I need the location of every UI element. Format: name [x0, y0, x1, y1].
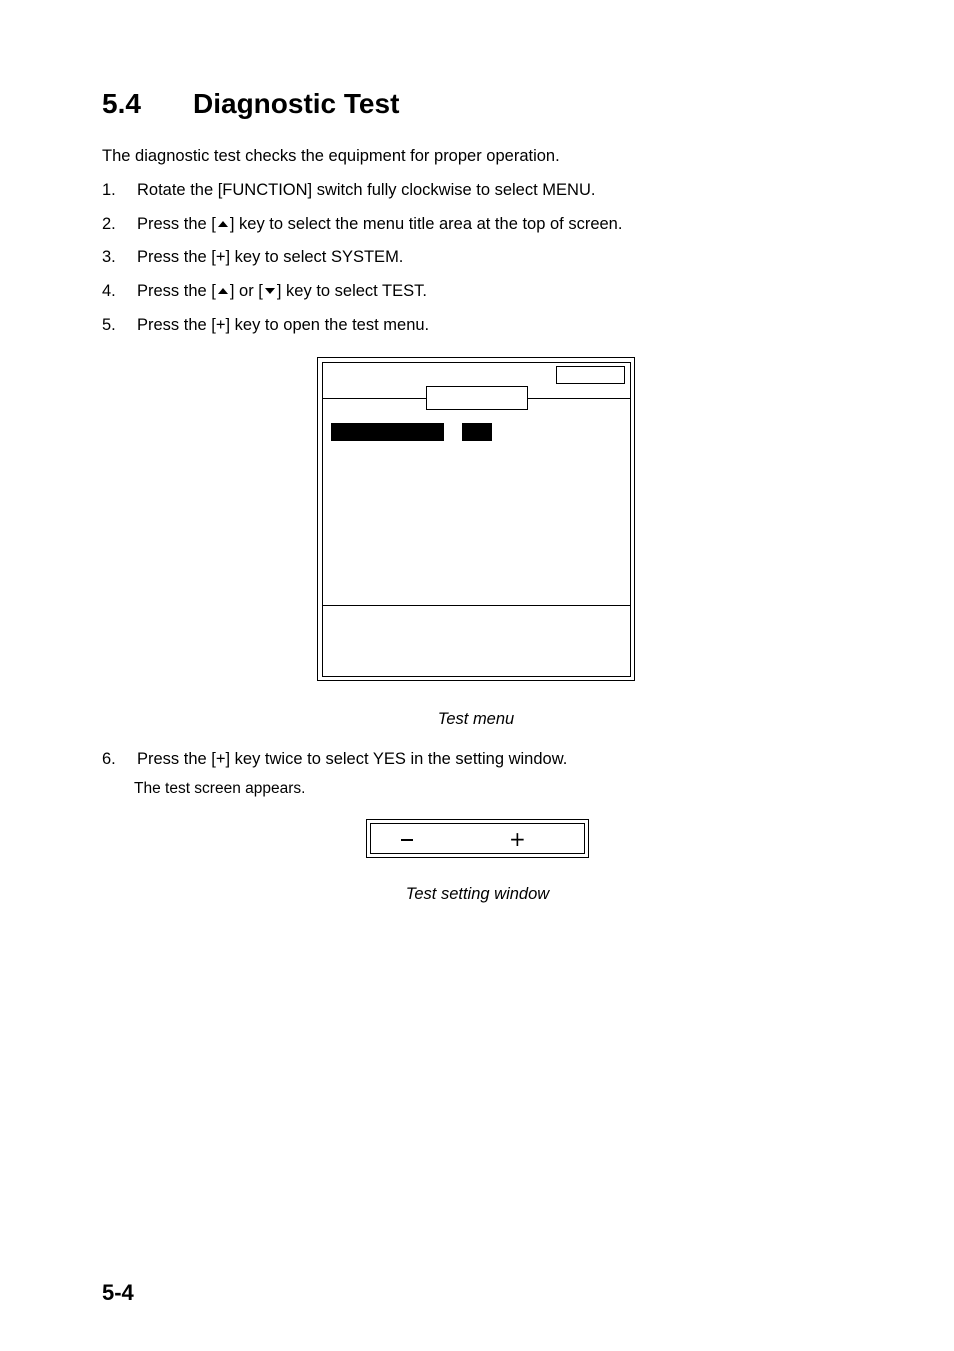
section-number: 5.4 [102, 88, 141, 119]
step-text: Rotate the [FUNCTION] switch fully clockwise to select MENU. [137, 181, 596, 199]
menu-selected-value-bar [462, 423, 492, 441]
down-arrow-icon [265, 288, 275, 294]
step-number: 1. [102, 181, 116, 199]
step-number: 4. [102, 282, 116, 300]
step-text-pre: Press the [ [137, 215, 216, 233]
step-text-post: ] key to select the menu title area at the top of screen. [229, 215, 623, 233]
page-number: 5-4 [102, 1280, 134, 1305]
step-1 [102, 181, 595, 200]
section-title: Diagnostic Test [193, 88, 400, 119]
step-number: 3. [102, 248, 116, 266]
step-5 [102, 316, 429, 335]
step-number: 6. [102, 750, 116, 768]
step-text-mid: ] or [ [229, 282, 263, 300]
step-6 [102, 750, 567, 769]
plus-icon: + [509, 827, 526, 851]
step-text-pre: Press the [ [137, 282, 216, 300]
up-arrow-icon [218, 288, 228, 294]
step-number: 5. [102, 316, 116, 334]
menu-status-box [556, 366, 625, 384]
step-text-post: ] key to select TEST. [276, 282, 427, 300]
step-number: 2. [102, 215, 116, 233]
intro-paragraph: The diagnostic test checks the equipment for proper operation. [102, 147, 560, 165]
step-text: Press the [+] key to select SYSTEM. [137, 248, 404, 266]
figure-caption-setting-window: Test setting window [405, 885, 550, 903]
minus-icon [401, 839, 413, 841]
step-4 [102, 282, 427, 301]
menu-title-box [426, 386, 528, 410]
step-3 [102, 248, 403, 267]
step-6-note: The test screen appears. [134, 780, 306, 797]
step-text: Press the [+] key twice to select YES in the setting window. [137, 750, 568, 768]
figure-caption-test-menu: Test menu [437, 710, 515, 728]
menu-selected-item-bar [331, 423, 444, 441]
step-text: Press the [+] key to open the test menu. [137, 316, 430, 334]
menu-guidance-divider [323, 605, 630, 606]
section-heading [102, 88, 399, 120]
step-2 [102, 215, 622, 234]
up-arrow-icon [218, 221, 228, 227]
